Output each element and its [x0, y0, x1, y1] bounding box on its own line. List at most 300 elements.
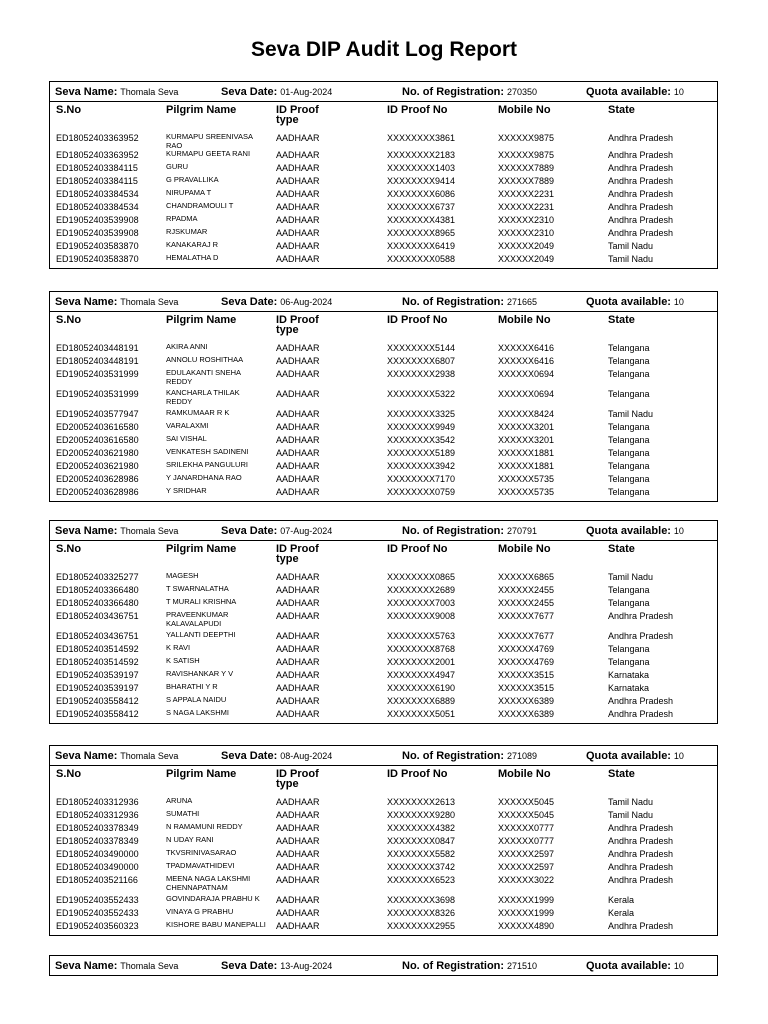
- table-row: [50, 610, 717, 630]
- cell-id-no: XXXXXXXX0759: [387, 487, 456, 497]
- cell-pilgrim-name: KURMAPU GEETA RANI: [166, 149, 251, 158]
- cell-mobile: XXXXXX1999: [498, 908, 555, 918]
- cell-mobile: XXXXXX3201: [498, 435, 555, 445]
- cell-pilgrim-name: HEMALATHA D: [166, 253, 219, 262]
- col-sno: S.No: [56, 768, 82, 780]
- cell-mobile: XXXXXX4769: [498, 657, 555, 667]
- cell-mobile: XXXXXX0777: [498, 823, 555, 833]
- cell-id-no: XXXXXXXX8768: [387, 644, 456, 654]
- registration-count-label: No. of Registration:: [402, 750, 505, 762]
- registration-count-value: 271665: [506, 297, 538, 307]
- cell-state: Telangana: [608, 356, 650, 366]
- cell-pilgrim-name: GOVINDARAJA PRABHU K: [166, 894, 260, 903]
- cell-state: Telangana: [608, 369, 650, 379]
- cell-state: Andhra Pradesh: [608, 228, 674, 238]
- col-mobile-no: Mobile No: [498, 768, 551, 780]
- section-header: [49, 745, 718, 766]
- seva-name-value: Thomala Seva: [120, 87, 179, 97]
- cell-state: Andhra Pradesh: [608, 202, 674, 212]
- registration-count-label: No. of Registration:: [402, 296, 505, 308]
- cell-sno: ED18052403490000: [56, 849, 139, 859]
- cell-sno: ED18052403312936: [56, 810, 139, 820]
- cell-sno: ED19052403558412: [56, 696, 139, 706]
- quota-available-value: 10: [673, 961, 684, 971]
- registration-count-value: 270350: [506, 87, 538, 97]
- col-id-proof-type: ID Proof type: [276, 768, 319, 790]
- seva-section: [49, 81, 718, 269]
- cell-id-type: AADHAAR: [276, 670, 320, 680]
- seva-date: [221, 525, 332, 537]
- cell-id-type: AADHAAR: [276, 163, 320, 173]
- cell-mobile: XXXXXX4769: [498, 644, 555, 654]
- cell-id-type: AADHAAR: [276, 389, 320, 399]
- table-row: [50, 473, 717, 486]
- seva-date: [221, 86, 332, 98]
- cell-state: Telangana: [608, 435, 650, 445]
- cell-id-no: XXXXXXXX6086: [387, 189, 456, 199]
- cell-pilgrim-name: SAI VISHAL: [166, 434, 207, 443]
- seva-date-value: 13-Aug-2024: [280, 961, 333, 971]
- cell-id-type: AADHAAR: [276, 176, 320, 186]
- cell-state: Telangana: [608, 389, 650, 399]
- seva-section: [49, 745, 718, 936]
- table-row: [50, 434, 717, 447]
- cell-sno: ED20052403616580: [56, 422, 139, 432]
- table-row: [50, 253, 717, 266]
- quota-available: [586, 525, 684, 537]
- column-header-row: [50, 312, 717, 342]
- quota-available-label: Quota available:: [586, 525, 671, 537]
- cell-state: Telangana: [608, 461, 650, 471]
- cell-sno: ED18052403384534: [56, 202, 139, 212]
- col-pilgrim-name: Pilgrim Name: [166, 543, 237, 555]
- col-id-proof-no: ID Proof No: [387, 104, 448, 116]
- cell-pilgrim-name: KURMAPU SREENIVASA RAO: [166, 132, 253, 150]
- cell-sno: ED18052403366480: [56, 585, 139, 595]
- table-row: [50, 584, 717, 597]
- cell-pilgrim-name: RAMKUMAAR R K: [166, 408, 230, 417]
- cell-mobile: XXXXXX2310: [498, 228, 555, 238]
- col-id-proof-type: ID Proof type: [276, 543, 319, 565]
- cell-id-no: XXXXXXXX2955: [387, 921, 456, 931]
- cell-sno: ED19052403539197: [56, 670, 139, 680]
- cell-mobile: XXXXXX2455: [498, 585, 555, 595]
- cell-id-no: XXXXXXXX5189: [387, 448, 456, 458]
- table-row: [50, 809, 717, 822]
- table-row: [50, 835, 717, 848]
- cell-pilgrim-name: Y JANARDHANA RAO: [166, 473, 242, 482]
- cell-mobile: XXXXXX0777: [498, 836, 555, 846]
- cell-state: Tamil Nadu: [608, 810, 654, 820]
- cell-pilgrim-name: S NAGA LAKSHMI: [166, 708, 229, 717]
- cell-mobile: XXXXXX7889: [498, 176, 555, 186]
- quota-available: [586, 86, 684, 98]
- quota-available-label: Quota available:: [586, 960, 671, 972]
- table-row: [50, 708, 717, 721]
- cell-mobile: XXXXXX2231: [498, 202, 555, 212]
- cell-state: Andhra Pradesh: [608, 189, 674, 199]
- cell-id-no: XXXXXXXX3325: [387, 409, 456, 419]
- table-row: [50, 421, 717, 434]
- cell-id-no: XXXXXXXX7003: [387, 598, 456, 608]
- cell-sno: ED18052403514592: [56, 644, 139, 654]
- cell-sno: ED19052403560323: [56, 921, 139, 931]
- report-title: Seva DIP Audit Log Report: [250, 38, 518, 61]
- table-row: [50, 597, 717, 610]
- cell-sno: ED20052403628986: [56, 487, 139, 497]
- cell-mobile: XXXXXX2597: [498, 862, 555, 872]
- cell-sno: ED18052403448191: [56, 356, 139, 366]
- cell-id-no: XXXXXXXX0588: [387, 254, 456, 264]
- table-row: [50, 149, 717, 162]
- cell-id-type: AADHAAR: [276, 487, 320, 497]
- cell-id-type: AADHAAR: [276, 611, 320, 621]
- cell-mobile: XXXXXX2049: [498, 241, 555, 251]
- table-row: [50, 214, 717, 227]
- seva-section: [49, 520, 718, 724]
- cell-pilgrim-name: SUMATHI: [166, 809, 200, 818]
- section-table: [49, 312, 718, 502]
- cell-mobile: XXXXXX2597: [498, 849, 555, 859]
- table-row: [50, 355, 717, 368]
- quota-available-value: 10: [673, 751, 684, 761]
- cell-mobile: XXXXXX3515: [498, 683, 555, 693]
- cell-pilgrim-name: GURU: [166, 162, 189, 171]
- seva-date: [221, 960, 332, 972]
- cell-state: Telangana: [608, 474, 650, 484]
- table-row: [50, 907, 717, 920]
- col-sno: S.No: [56, 104, 82, 116]
- cell-state: Telangana: [608, 448, 650, 458]
- col-id-proof-no: ID Proof No: [387, 768, 448, 780]
- quota-available-label: Quota available:: [586, 296, 671, 308]
- cell-state: Telangana: [608, 598, 650, 608]
- seva-name-label: Seva Name:: [55, 86, 118, 98]
- cell-id-no: XXXXXXXX3542: [387, 435, 456, 445]
- cell-sno: ED18052403363952: [56, 133, 139, 143]
- table-row: [50, 388, 717, 408]
- cell-pilgrim-name: RJSKUMAR: [166, 227, 208, 236]
- table-row: [50, 822, 717, 835]
- cell-mobile: XXXXXX6389: [498, 709, 555, 719]
- cell-pilgrim-name: N UDAY RANI: [166, 835, 214, 844]
- cell-state: Andhra Pradesh: [608, 823, 674, 833]
- cell-id-no: XXXXXXXX4382: [387, 823, 456, 833]
- cell-id-type: AADHAAR: [276, 474, 320, 484]
- cell-pilgrim-name: BHARATHI Y R: [166, 682, 218, 691]
- seva-date: [221, 296, 332, 308]
- cell-sno: ED18052403325277: [56, 572, 139, 582]
- quota-available-label: Quota available:: [586, 86, 671, 98]
- seva-name: [55, 86, 178, 98]
- cell-pilgrim-name: PRAVEENKUMAR KALAVALAPUDI: [166, 610, 229, 628]
- cell-sno: ED18052403521166: [56, 875, 138, 885]
- cell-id-no: XXXXXXXX3942: [387, 461, 456, 471]
- seva-date-label: Seva Date:: [221, 296, 278, 308]
- quota-available-label: Quota available:: [586, 750, 671, 762]
- cell-pilgrim-name: VARALAXMI: [166, 421, 209, 430]
- cell-mobile: XXXXXX6865: [498, 572, 555, 582]
- cell-mobile: XXXXXX8424: [498, 409, 555, 419]
- quota-available-value: 10: [673, 87, 684, 97]
- cell-mobile: XXXXXX5045: [498, 797, 555, 807]
- cell-state: Telangana: [608, 343, 650, 353]
- cell-id-type: AADHAAR: [276, 369, 320, 379]
- quota-available-value: 10: [673, 297, 684, 307]
- cell-state: Kerala: [608, 908, 635, 918]
- cell-state: Tamil Nadu: [608, 409, 654, 419]
- cell-id-type: AADHAAR: [276, 585, 320, 595]
- cell-pilgrim-name: Y SRIDHAR: [166, 486, 207, 495]
- quota-available: [586, 750, 684, 762]
- cell-id-no: XXXXXXXX2183: [387, 150, 456, 160]
- cell-pilgrim-name: YALLANTI DEEPTHI: [166, 630, 236, 639]
- cell-id-no: XXXXXXXX9949: [387, 422, 456, 432]
- registration-count-value: 271089: [506, 751, 538, 761]
- cell-id-type: AADHAAR: [276, 422, 320, 432]
- cell-pilgrim-name: KANCHARLA THILAK REDDY: [166, 388, 240, 406]
- cell-state: Andhra Pradesh: [608, 696, 674, 706]
- seva-name-label: Seva Name:: [55, 750, 118, 762]
- cell-sno: ED19052403552433: [56, 895, 139, 905]
- cell-pilgrim-name: RPADMA: [166, 214, 198, 223]
- cell-state: Andhra Pradesh: [608, 875, 674, 885]
- cell-sno: ED19052403577947: [56, 409, 139, 419]
- section-table: [49, 102, 718, 269]
- registration-count: [402, 86, 537, 98]
- cell-id-no: XXXXXXXX5051: [387, 709, 456, 719]
- cell-id-type: AADHAAR: [276, 241, 320, 251]
- cell-id-type: AADHAAR: [276, 862, 320, 872]
- seva-name: [55, 960, 178, 972]
- cell-state: Andhra Pradesh: [608, 133, 674, 143]
- cell-pilgrim-name: N RAMAMUNI REDDY: [166, 822, 243, 831]
- cell-id-type: AADHAAR: [276, 849, 320, 859]
- cell-id-type: AADHAAR: [276, 696, 320, 706]
- cell-sno: ED19052403539908: [56, 228, 139, 238]
- cell-sno: ED18052403436751: [56, 631, 139, 641]
- cell-id-type: AADHAAR: [276, 921, 320, 931]
- cell-state: Telangana: [608, 487, 650, 497]
- cell-state: Telangana: [608, 585, 650, 595]
- cell-pilgrim-name: MEENA NAGA LAKSHMI CHENNAPATNAM: [166, 874, 251, 892]
- cell-state: Andhra Pradesh: [608, 163, 674, 173]
- cell-id-no: XXXXXXXX0847: [387, 836, 456, 846]
- cell-sno: ED19052403531999: [56, 389, 139, 399]
- cell-id-no: XXXXXXXX2938: [387, 369, 456, 379]
- cell-mobile: XXXXXX0694: [498, 369, 555, 379]
- cell-sno: ED19052403539197: [56, 683, 139, 693]
- cell-id-no: XXXXXXXX6419: [387, 241, 456, 251]
- cell-sno: ED18052403490000: [56, 862, 139, 872]
- cell-mobile: XXXXXX6416: [498, 356, 555, 366]
- cell-sno: ED19052403558412: [56, 709, 139, 719]
- seva-date-label: Seva Date:: [221, 525, 278, 537]
- cell-sno: ED19052403583870: [56, 241, 139, 251]
- cell-mobile: XXXXXX2231: [498, 189, 555, 199]
- cell-id-no: XXXXXXXX9414: [387, 176, 456, 186]
- cell-sno: ED18052403384115: [56, 163, 138, 173]
- cell-pilgrim-name: VENKATESH SADINENI: [166, 447, 249, 456]
- cell-state: Andhra Pradesh: [608, 150, 674, 160]
- cell-id-type: AADHAAR: [276, 895, 320, 905]
- seva-section: [49, 291, 718, 502]
- quota-available: [586, 296, 684, 308]
- cell-pilgrim-name: T MURALI KRISHNA: [166, 597, 237, 606]
- cell-id-no: XXXXXXXX1403: [387, 163, 456, 173]
- seva-name: [55, 296, 178, 308]
- cell-id-no: XXXXXXXX3742: [387, 862, 456, 872]
- seva-section: [49, 955, 718, 976]
- section-table: [49, 766, 718, 936]
- cell-pilgrim-name: S APPALA NAIDU: [166, 695, 227, 704]
- col-mobile-no: Mobile No: [498, 104, 551, 116]
- cell-id-no: XXXXXXXX5322: [387, 389, 456, 399]
- cell-id-no: XXXXXXXX6889: [387, 696, 456, 706]
- seva-date-label: Seva Date:: [221, 750, 278, 762]
- table-row: [50, 669, 717, 682]
- seva-name-label: Seva Name:: [55, 296, 118, 308]
- cell-state: Andhra Pradesh: [608, 631, 674, 641]
- cell-sno: ED19052403583870: [56, 254, 139, 264]
- table-row: [50, 848, 717, 861]
- table-row: [50, 486, 717, 499]
- section-table: [49, 541, 718, 724]
- cell-pilgrim-name: AKIRA ANNI: [166, 342, 208, 351]
- cell-mobile: XXXXXX1881: [498, 448, 555, 458]
- col-mobile-no: Mobile No: [498, 543, 551, 555]
- cell-id-type: AADHAAR: [276, 598, 320, 608]
- cell-state: Andhra Pradesh: [608, 836, 674, 846]
- table-row: [50, 132, 717, 149]
- cell-id-type: AADHAAR: [276, 797, 320, 807]
- table-row: [50, 630, 717, 643]
- column-header-row: [50, 102, 717, 132]
- cell-id-type: AADHAAR: [276, 875, 320, 885]
- cell-id-no: XXXXXXXX6737: [387, 202, 456, 212]
- section-header: [49, 81, 718, 102]
- table-row: [50, 796, 717, 809]
- cell-id-type: AADHAAR: [276, 189, 320, 199]
- cell-id-no: XXXXXXXX3698: [387, 895, 456, 905]
- col-id-proof-no: ID Proof No: [387, 314, 448, 326]
- table-row: [50, 201, 717, 214]
- seva-name: [55, 525, 178, 537]
- cell-state: Telangana: [608, 422, 650, 432]
- seva-date: [221, 750, 332, 762]
- cell-pilgrim-name: ANNOLU ROSHITHAA: [166, 355, 244, 364]
- section-header: [49, 955, 718, 976]
- registration-count-label: No. of Registration:: [402, 960, 505, 972]
- col-id-proof-type: ID Proof type: [276, 104, 319, 126]
- table-row: [50, 643, 717, 656]
- cell-id-type: AADHAAR: [276, 461, 320, 471]
- seva-name-value: Thomala Seva: [120, 297, 179, 307]
- seva-date-label: Seva Date:: [221, 86, 278, 98]
- cell-pilgrim-name: ARUNA: [166, 796, 193, 805]
- cell-state: Andhra Pradesh: [608, 862, 674, 872]
- table-row: [50, 874, 717, 894]
- cell-sno: ED20052403628986: [56, 474, 139, 484]
- cell-state: Tamil Nadu: [608, 572, 654, 582]
- cell-state: Tamil Nadu: [608, 254, 654, 264]
- cell-id-no: XXXXXXXX2001: [387, 657, 456, 667]
- col-state: State: [608, 104, 635, 116]
- cell-sno: ED18052403366480: [56, 598, 139, 608]
- table-row: [50, 695, 717, 708]
- cell-id-type: AADHAAR: [276, 572, 320, 582]
- cell-mobile: XXXXXX3022: [498, 875, 555, 885]
- col-mobile-no: Mobile No: [498, 314, 551, 326]
- seva-date-label: Seva Date:: [221, 960, 278, 972]
- table-row: [50, 342, 717, 355]
- cell-mobile: XXXXXX4890: [498, 921, 555, 931]
- cell-mobile: XXXXXX2310: [498, 215, 555, 225]
- col-id-proof-type: ID Proof type: [276, 314, 319, 336]
- cell-id-type: AADHAAR: [276, 215, 320, 225]
- col-id-proof-no: ID Proof No: [387, 543, 448, 555]
- cell-pilgrim-name: T SWARNALATHA: [166, 584, 229, 593]
- cell-pilgrim-name: TKVSRINIVASARAO: [166, 848, 237, 857]
- cell-mobile: XXXXXX3515: [498, 670, 555, 680]
- registration-count: [402, 296, 537, 308]
- table-row: [50, 656, 717, 669]
- registration-count: [402, 960, 537, 972]
- cell-id-type: AADHAAR: [276, 823, 320, 833]
- cell-pilgrim-name: MAGESH: [166, 571, 199, 580]
- cell-sno: ED18052403514592: [56, 657, 139, 667]
- cell-pilgrim-name: NIRUPAMA T: [166, 188, 212, 197]
- cell-state: Tamil Nadu: [608, 241, 654, 251]
- cell-id-no: XXXXXXXX2613: [387, 797, 456, 807]
- cell-state: Karnataka: [608, 683, 650, 693]
- cell-id-no: XXXXXXXX6807: [387, 356, 456, 366]
- seva-name-label: Seva Name:: [55, 960, 118, 972]
- cell-mobile: XXXXXX1999: [498, 895, 555, 905]
- seva-date-value: 08-Aug-2024: [280, 751, 333, 761]
- cell-id-type: AADHAAR: [276, 631, 320, 641]
- cell-pilgrim-name: TPADMAVATHIDEVI: [166, 861, 235, 870]
- cell-id-type: AADHAAR: [276, 435, 320, 445]
- registration-count-value: 270791: [506, 526, 538, 536]
- cell-sno: ED18052403363952: [56, 150, 139, 160]
- quota-available-value: 10: [673, 526, 684, 536]
- cell-mobile: XXXXXX6389: [498, 696, 555, 706]
- col-state: State: [608, 768, 635, 780]
- table-row: [50, 240, 717, 253]
- table-row: [50, 460, 717, 473]
- registration-count: [402, 750, 537, 762]
- seva-name-value: Thomala Seva: [120, 526, 179, 536]
- cell-sno: ED20052403616580: [56, 435, 139, 445]
- cell-mobile: XXXXXX1881: [498, 461, 555, 471]
- column-header-row: [50, 541, 717, 571]
- cell-mobile: XXXXXX5735: [498, 474, 555, 484]
- table-row: [50, 408, 717, 421]
- col-pilgrim-name: Pilgrim Name: [166, 104, 237, 116]
- cell-mobile: XXXXXX7677: [498, 611, 555, 621]
- cell-mobile: XXXXXX6416: [498, 343, 555, 353]
- cell-id-no: XXXXXXXX8965: [387, 228, 456, 238]
- cell-mobile: XXXXXX9875: [498, 133, 555, 143]
- seva-name-label: Seva Name:: [55, 525, 118, 537]
- cell-sno: ED19052403539908: [56, 215, 139, 225]
- cell-id-type: AADHAAR: [276, 683, 320, 693]
- table-row: [50, 682, 717, 695]
- cell-pilgrim-name: VINAYA G PRABHU: [166, 907, 234, 916]
- cell-state: Andhra Pradesh: [608, 176, 674, 186]
- cell-state: Andhra Pradesh: [608, 611, 674, 621]
